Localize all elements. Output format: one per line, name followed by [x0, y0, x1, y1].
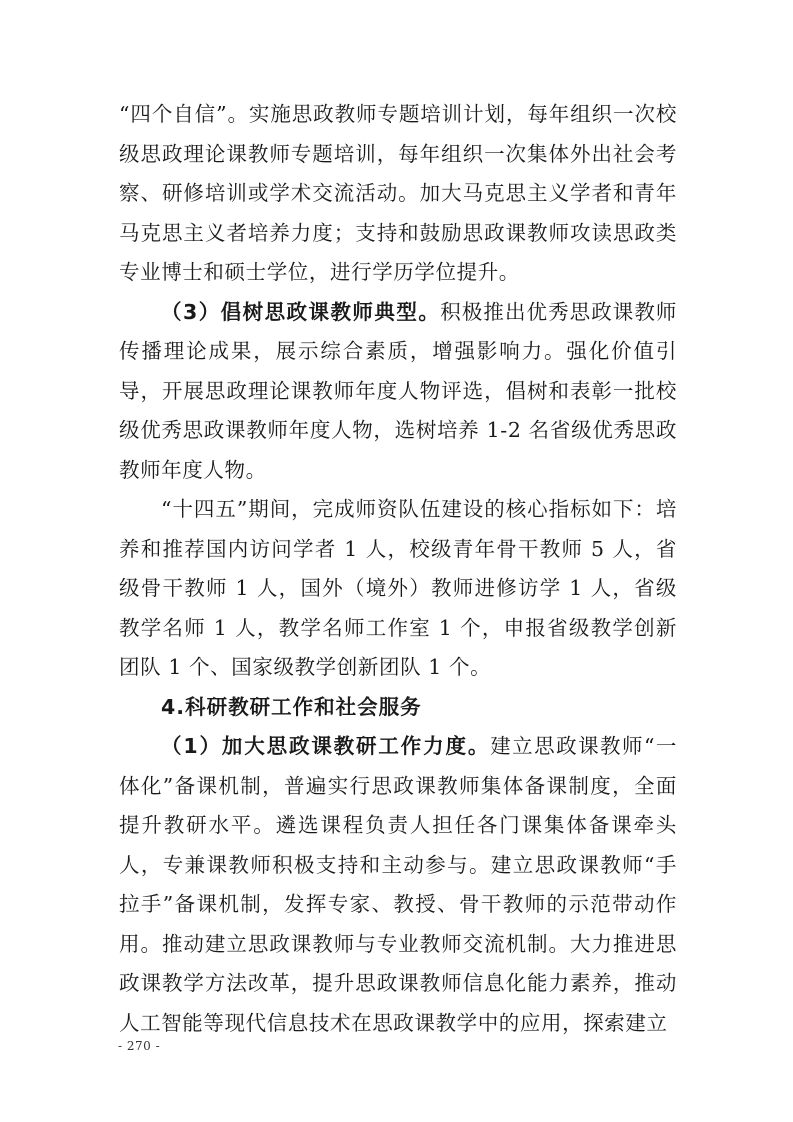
paragraph-heading: （3）倡树思政课教师典型。: [161, 299, 441, 324]
paragraph-text: 积极推出优秀思政课教师传播理论成果，展示综合素质，增强影响力。强化价值引导，开展思政理论课教师年度人物评选，倡树和表彰一批校级优秀思政课教师年度人物，选树培养 1-2 名省级优秀思政教师年度人物。: [119, 299, 677, 482]
section-heading: 4.科研教研工作和社会服务: [161, 694, 422, 719]
paragraph-text: 建立思政课教师“一体化”备课机制，普遍实行思政课教师集体备课制度，全面提升教研水平。遴选课程负责人担任各门课集体备课牵头人，专兼课教师积极支持和主动参与。建立思政课教师“手拉手”备课机制，发挥专家、教授、骨干教师的示范带动作用。推动建立思政课教师与专业教师交流机制。大力推进思政课教学方法改革，提升思政课教师信息化能力素养，推动人工智能等现代信息技术在思政课教学中的应用，探索建立: [119, 734, 677, 1035]
paragraph-text: “四个自信”。实施思政教师专题培训计划，每年组织一次校级思政理论课教师专题培训，每年组织一次集体外出社会考察、研修培训或学术交流活动。加大马克思主义学者和青年马克思主义者培养力度；支持和鼓励思政课教师攻读思政类专业博士和硕士学位，进行学历学位提升。: [119, 102, 677, 284]
paragraph-text: “十四五”期间，完成师资队伍建设的核心指标如下：培养和推荐国内访问学者 1 人，校级青年骨干教师 5 人，省级骨干教师 1 人，国外（境外）教师进修访学 1 人，省级教学名师 1 人，教学名师工作室 1 个，申报省级教学创新团队 1 个、国家级教学创新团队 1 个。: [119, 497, 677, 679]
page-number: - 270 -: [118, 1039, 161, 1053]
paragraph-heading: （1）加大思政课教研工作力度。: [161, 734, 491, 758]
paragraph-core-indicators: [119, 490, 677, 688]
paragraph-four-confidences: [119, 95, 677, 293]
paragraph-teacher-role-models: [119, 293, 677, 491]
document-body: [119, 95, 677, 1043]
paragraph-teaching-research: [119, 727, 677, 1043]
